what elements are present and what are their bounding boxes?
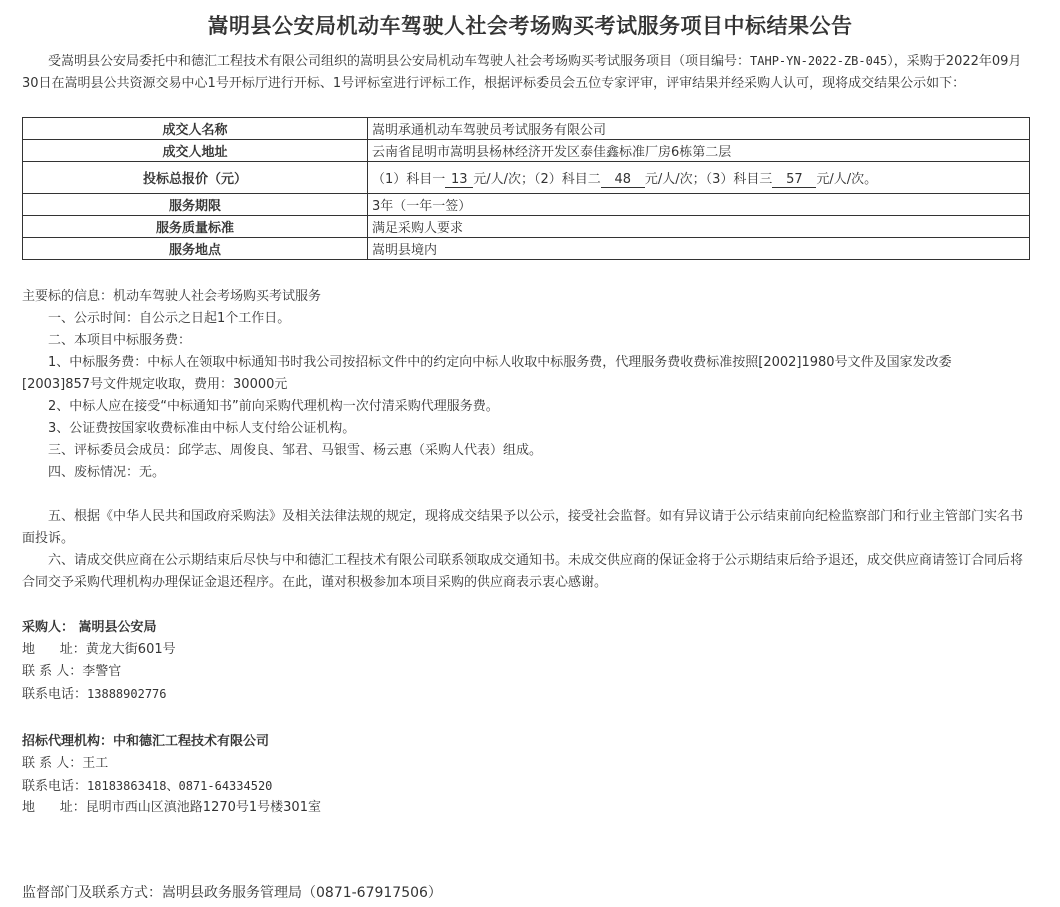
service-location-value: 嵩明县境内 xyxy=(368,238,1030,260)
purchaser-contact-value: 李警官 xyxy=(82,664,122,679)
service-fee-heading: 二、本项目中标服务费： xyxy=(48,333,192,348)
service-location-label: 服务地点 xyxy=(23,238,368,260)
service-period-value: 3年（一年一签） xyxy=(368,194,1030,216)
winner-address-value: 云南省昆明市嵩明县杨林经济开发区泰佳鑫标准厂房6栋第二层 xyxy=(368,140,1030,162)
agency-phone-value: 18183863418、0871-64334520 xyxy=(87,779,273,793)
service-fee-1b: [2003]857号文件规定收取，费用：30000元 xyxy=(22,377,288,392)
purchaser-address xyxy=(22,639,1034,661)
intro-paragraph xyxy=(22,50,1032,95)
agency-address-label: 地 址： xyxy=(22,800,86,815)
intro-text-1: 受嵩明县公安局委托中和德汇工程技术有限公司组织的嵩明县公安局机动车驾驶人社会考场购买考试服务项目（项目编号： xyxy=(48,54,751,69)
winner-name-value: 嵩明承通机动车驾驶员考试服务有限公司 xyxy=(368,118,1030,140)
table-row xyxy=(23,216,1030,238)
agency-phone-label: 联系电话： xyxy=(22,779,88,794)
invalid-bids: 四、废标情况：无。 xyxy=(48,465,166,480)
table-row xyxy=(23,162,1030,194)
agency-heading: 招标代理机构：中和德汇工程技术有限公司 xyxy=(22,734,270,749)
bid-price-label: 投标总报价（元） xyxy=(23,162,368,194)
purchaser-phone-value: 13888902776 xyxy=(87,687,167,701)
agency-contact-label: 联 系 人： xyxy=(22,756,83,771)
purchaser-heading: 采购人： 嵩明县公安局 xyxy=(22,620,157,635)
purchaser-address-label: 地 址： xyxy=(22,642,86,657)
winner-address-label: 成交人地址 xyxy=(23,140,368,162)
price-subject3-value: 57 xyxy=(772,173,816,188)
purchaser-address-value: 黄龙大街601号 xyxy=(85,642,176,657)
agency-contact xyxy=(22,753,1034,775)
table-row xyxy=(23,194,1030,216)
table-row xyxy=(23,238,1030,260)
quality-standard-label: 服务质量标准 xyxy=(23,216,368,238)
agency-address xyxy=(22,797,1034,819)
bid-price-value xyxy=(368,162,1030,194)
price-subject2-value: 48 xyxy=(601,173,645,188)
service-fee-3: 3、公证费按国家收费标准由中标人支付给公证机构。 xyxy=(48,421,356,436)
agency-contact-value: 王工 xyxy=(82,756,109,771)
winner-name-label: 成交人名称 xyxy=(23,118,368,140)
purchaser-phone-label: 联系电话： xyxy=(22,687,88,702)
purchaser-contact-label: 联 系 人： xyxy=(22,664,83,679)
main-subject: 主要标的信息：机动车驾驶人社会考场购买考试服务 xyxy=(22,289,322,304)
price-subject3-label: 元/人/次；（3）科目三 xyxy=(644,171,773,187)
purchaser-contact xyxy=(22,661,1034,683)
price-subject1-label: （1）科目一 xyxy=(372,171,446,187)
result-table xyxy=(22,117,1030,260)
service-period-label: 服务期限 xyxy=(23,194,368,216)
price-suffix: 元/人/次。 xyxy=(816,171,878,187)
intro-text-2: ），采购于2022年09月30日在嵩明县公共资源交易中心1号开标厅进行开标、1号评标室进行评标工作，根据评标委员会五位专家评审，评审结果并经采购人认可，现将成交结果公示如下： xyxy=(22,54,1022,91)
purchaser-phone xyxy=(22,683,1034,706)
price-subject2-label: 元/人/次；（2）科目二 xyxy=(473,171,601,187)
price-subject1-value: 13 xyxy=(445,173,473,188)
notification-paragraph: 六、请成交供应商在公示期结束后尽快与中和德汇工程技术有限公司联系领取成交通知书。未成交供应商的保证金将于公示期结束后给予退还，成交供应商请签订合同后将合同交予采购代理机构办理保证金退还程序。在此，谨对积极参加本项目采购的供应商表示衷心感谢。 xyxy=(22,553,1024,590)
supervision-info: 监督部门及联系方式：嵩明县政务服务管理局（0871-67917506） xyxy=(22,885,442,901)
agency-phone xyxy=(22,775,1034,798)
service-fee-2: 2、中标人应在接受“中标通知书”前向采购代理机构一次付清采购代理服务费。 xyxy=(48,399,499,414)
table-row xyxy=(23,140,1030,162)
agency-address-value: 昆明市西山区滇池路1270号1号楼301室 xyxy=(85,800,321,815)
quality-standard-value: 满足采购人要求 xyxy=(368,216,1030,238)
objection-paragraph: 五、根据《中华人民共和国政府采购法》及相关法律法规的规定，现将成交结果予以公示，接受社会监督。如有异议请于公示结束前向纪检监察部门和行业主管部门实名书面投诉。 xyxy=(22,509,1024,546)
service-fee-1a: 1、中标服务费：中标人在领取中标通知书时我公司按招标文件中的约定向中标人收取中标服务费，代理服务费收费标准按照[2002]1980号文件及国家发改委 xyxy=(48,355,952,370)
table-row xyxy=(23,118,1030,140)
project-code: TAHP-YN-2022-ZB-045 xyxy=(750,54,888,68)
committee-members: 三、评标委员会成员：邱学志、周俊良、邹君、马银雪、杨云惠（采购人代表）组成。 xyxy=(48,443,543,458)
page-title: 嵩明县公安局机动车驾驶人社会考场购买考试服务项目中标结果公告 xyxy=(207,14,853,38)
notice-period: 一、公示时间：自公示之日起1个工作日。 xyxy=(48,311,291,326)
